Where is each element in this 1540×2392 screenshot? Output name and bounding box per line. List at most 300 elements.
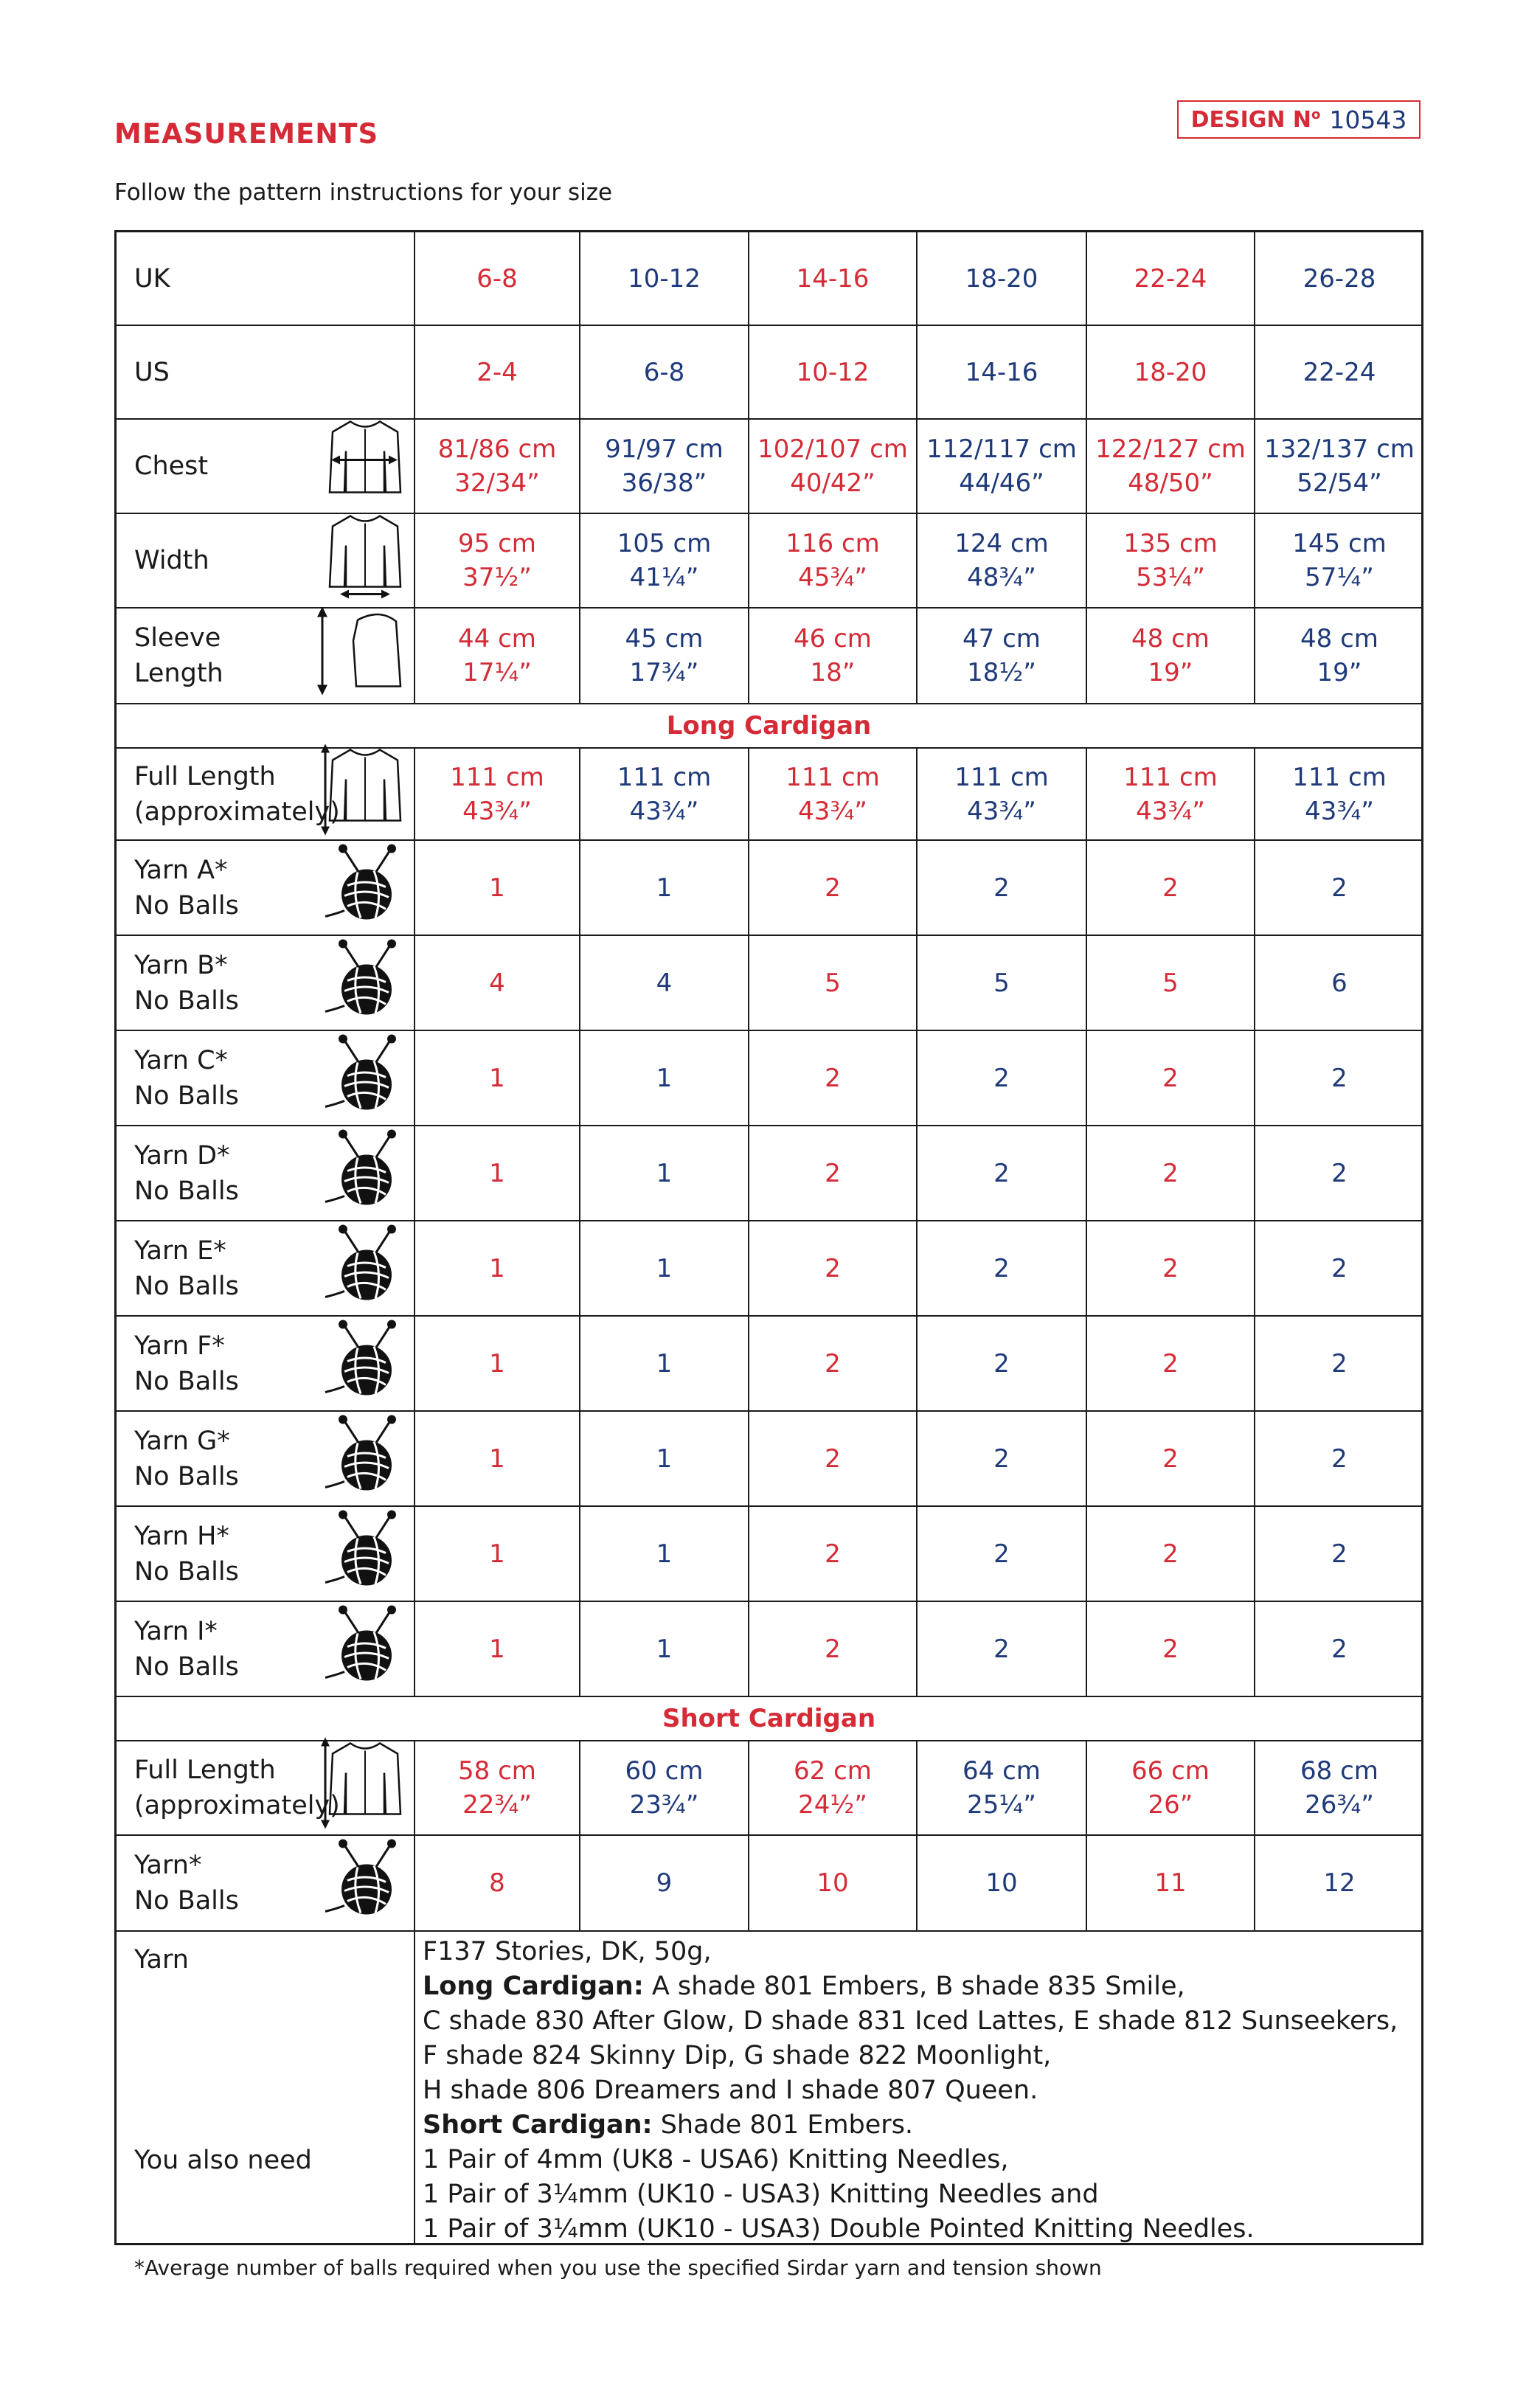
materials-line bbox=[423, 1969, 1421, 2004]
cell-value-imperial: 26” bbox=[1148, 1790, 1193, 1820]
materials-line bbox=[423, 2212, 1421, 2247]
subtitle: Follow the pattern instructions for your size bbox=[114, 179, 613, 206]
materials-line bbox=[423, 2004, 1421, 2039]
size-cell bbox=[414, 1317, 579, 1410]
cell-value: 1 bbox=[656, 1348, 673, 1379]
materials-line bbox=[423, 2177, 1421, 2212]
size-cell bbox=[1086, 1836, 1254, 1930]
row-label bbox=[117, 936, 414, 1030]
row-short-full-length bbox=[117, 1741, 1421, 1836]
size-cell bbox=[748, 420, 916, 513]
row-label bbox=[117, 749, 414, 839]
size-cell bbox=[916, 1126, 1086, 1220]
cell-value: 46 cm bbox=[794, 624, 872, 654]
size-cell bbox=[579, 1741, 748, 1834]
row-label bbox=[117, 609, 414, 703]
row-label bbox=[117, 1126, 414, 1220]
size-cell bbox=[748, 1031, 916, 1125]
size-cell bbox=[1086, 1126, 1254, 1220]
section-long-cardigan bbox=[117, 704, 1421, 749]
materials-line-text: Shade 801 Embers. bbox=[652, 2110, 914, 2140]
cell-value: 2 bbox=[825, 1634, 841, 1664]
size-cell bbox=[916, 326, 1086, 418]
cell-value-imperial: 57¼” bbox=[1305, 563, 1374, 592]
materials-line-text: F shade 824 Skinny Dip, G shade 822 Moonlight, bbox=[423, 2041, 1052, 2070]
cell-value: 111 cm bbox=[617, 762, 712, 792]
cell-value: 2 bbox=[1162, 1539, 1179, 1569]
size-cell bbox=[414, 326, 579, 418]
size-cell bbox=[579, 1317, 748, 1410]
cell-value: 2 bbox=[993, 1539, 1010, 1569]
cell-value-imperial: 48¾” bbox=[967, 563, 1036, 592]
size-cell bbox=[1086, 609, 1254, 703]
row-label-subtext: No Balls bbox=[134, 1176, 239, 1206]
size-cell bbox=[414, 749, 579, 839]
cell-value: 2 bbox=[1331, 1158, 1348, 1188]
size-cell bbox=[916, 749, 1086, 839]
design-number-box bbox=[1177, 100, 1421, 139]
row-label-text: Yarn B* bbox=[134, 950, 228, 980]
size-cell bbox=[579, 1602, 748, 1696]
size-cell bbox=[916, 1412, 1086, 1505]
row-long-full-length bbox=[117, 749, 1421, 841]
cell-value: 60 cm bbox=[625, 1756, 704, 1786]
size-cell bbox=[1086, 420, 1254, 513]
materials-line-text: 1 Pair of 3¼mm (UK10 - USA3) Knitting Needles and bbox=[423, 2180, 1099, 2209]
materials-line bbox=[423, 2073, 1421, 2108]
size-cell bbox=[748, 1221, 916, 1315]
row-sleeve-length bbox=[117, 609, 1421, 704]
row-long-yarn bbox=[117, 1126, 1421, 1221]
row-label-text: Yarn C* bbox=[134, 1045, 229, 1075]
size-cell bbox=[1086, 749, 1254, 839]
cell-value-imperial: 41¼” bbox=[629, 563, 699, 592]
cell-value: 111 cm bbox=[450, 762, 544, 792]
cell-value: 48 cm bbox=[1300, 624, 1378, 654]
cell-value: 2 bbox=[1162, 1634, 1179, 1664]
cardigan-length-icon bbox=[321, 743, 409, 845]
also-need-label: You also need bbox=[134, 2146, 312, 2175]
cell-value: 2 bbox=[993, 1443, 1010, 1474]
yarn-ball-icon bbox=[322, 1318, 409, 1409]
materials-line-text: 1 Pair of 4mm (UK8 - USA6) Knitting Needles, bbox=[423, 2145, 1009, 2174]
size-cell bbox=[579, 749, 748, 839]
cell-value: 11 bbox=[1154, 1868, 1187, 1898]
size-cell bbox=[1086, 1221, 1254, 1315]
cell-value: 2 bbox=[825, 1348, 841, 1379]
size-cell bbox=[1086, 936, 1254, 1030]
size-cell bbox=[579, 1412, 748, 1505]
row-label-text: Yarn* bbox=[134, 1851, 202, 1880]
row-label bbox=[117, 1031, 414, 1125]
cell-value: 1 bbox=[656, 1253, 673, 1283]
cell-value-imperial: 43¾” bbox=[1305, 796, 1374, 826]
cell-value-imperial: 17¼” bbox=[462, 658, 532, 687]
cell-value-imperial: 52/54” bbox=[1297, 468, 1382, 498]
row-label-subtext: No Balls bbox=[134, 1556, 239, 1587]
cell-value: 2 bbox=[1162, 1158, 1179, 1188]
cardigan-width-icon bbox=[321, 510, 409, 611]
row-long-yarn bbox=[117, 1412, 1421, 1507]
cell-value: 64 cm bbox=[962, 1756, 1041, 1786]
size-cell bbox=[414, 514, 579, 607]
row-label bbox=[117, 514, 414, 607]
row-label-subtext: (approximately) bbox=[134, 797, 340, 827]
cell-value-imperial: 36/38” bbox=[621, 468, 707, 498]
size-cell bbox=[748, 232, 916, 325]
cell-value: 26-28 bbox=[1303, 263, 1376, 294]
cell-value: 102/107 cm bbox=[757, 434, 908, 464]
cell-value-imperial: 45¾” bbox=[798, 563, 867, 592]
size-cell bbox=[1086, 841, 1254, 935]
cell-value: 1 bbox=[489, 1158, 505, 1188]
row-label-text: Yarn A* bbox=[134, 855, 228, 885]
yarn-ball-icon bbox=[322, 1033, 409, 1123]
row-label bbox=[117, 420, 414, 513]
cell-value: 1 bbox=[656, 1539, 673, 1569]
size-cell bbox=[1254, 841, 1423, 935]
cell-value: 2 bbox=[825, 1158, 841, 1188]
cell-value: 2 bbox=[1162, 1443, 1179, 1474]
page-title: MEASUREMENTS bbox=[114, 118, 379, 150]
materials-line-text: A shade 801 Embers, B shade 835 Smile, bbox=[643, 1972, 1185, 2001]
materials-heading: Short Cardigan: bbox=[423, 2110, 653, 2140]
row-label-subtext: No Balls bbox=[134, 1651, 239, 1682]
cell-value: 2 bbox=[825, 1063, 841, 1093]
row-label-subtext: No Balls bbox=[134, 1271, 239, 1301]
row-label bbox=[117, 1741, 414, 1834]
materials-line-text: H shade 806 Dreamers and I shade 807 Queen. bbox=[423, 2076, 1038, 2105]
row-long-yarn bbox=[117, 936, 1421, 1031]
row-long-yarn bbox=[117, 1221, 1421, 1317]
cell-value-imperial: 22¾” bbox=[462, 1790, 532, 1820]
size-cell bbox=[1086, 1412, 1254, 1505]
size-cell bbox=[1254, 749, 1423, 839]
row-long-yarn bbox=[117, 1602, 1421, 1697]
cell-value: 2 bbox=[1162, 873, 1179, 903]
materials-line bbox=[423, 2143, 1421, 2177]
size-cell bbox=[1254, 232, 1423, 325]
size-cell bbox=[1086, 1317, 1254, 1410]
cell-value: 6-8 bbox=[643, 357, 685, 387]
cell-value: 62 cm bbox=[794, 1756, 872, 1786]
cell-value: 124 cm bbox=[954, 529, 1049, 558]
size-cell bbox=[1086, 1602, 1254, 1696]
cell-value: 1 bbox=[656, 1443, 673, 1474]
cell-value-imperial: 37½” bbox=[462, 563, 532, 592]
cell-value: 1 bbox=[656, 1063, 673, 1093]
size-cell bbox=[579, 841, 748, 935]
size-cell bbox=[1086, 514, 1254, 607]
size-cell bbox=[748, 1602, 916, 1696]
size-cell bbox=[579, 1031, 748, 1125]
cell-value-imperial: 43¾” bbox=[1136, 796, 1205, 826]
yarn-ball-icon bbox=[322, 1604, 409, 1694]
row-us bbox=[117, 326, 1421, 420]
row-label-subtext: Length bbox=[134, 659, 223, 688]
cell-value: 2 bbox=[993, 1348, 1010, 1379]
cell-value-imperial: 18½” bbox=[967, 658, 1036, 687]
cell-value: 2-4 bbox=[476, 357, 518, 387]
row-long-yarn bbox=[117, 1507, 1421, 1602]
size-cell bbox=[579, 609, 748, 703]
footnote: *Average number of balls required when you use the specified Sirdar yarn and tension shown bbox=[134, 2256, 1102, 2280]
materials-line-text: F137 Stories, DK, 50g, bbox=[423, 1937, 712, 1966]
cell-value-imperial: 26¾” bbox=[1305, 1790, 1374, 1820]
row-label-text: Yarn E* bbox=[134, 1235, 226, 1266]
yarn-label: Yarn bbox=[134, 1945, 189, 1975]
size-cell bbox=[916, 1221, 1086, 1315]
yarn-ball-icon bbox=[322, 937, 409, 1028]
row-label-text: Yarn H* bbox=[134, 1521, 229, 1551]
yarn-ball-icon bbox=[322, 1413, 409, 1504]
cell-value: 48 cm bbox=[1131, 624, 1210, 654]
cell-value: 5 bbox=[825, 968, 841, 998]
row-label-text: Yarn F* bbox=[134, 1331, 225, 1361]
size-cell bbox=[748, 1836, 916, 1930]
yarn-ball-icon bbox=[322, 1838, 409, 1929]
row-label-text: US bbox=[134, 357, 170, 387]
cardigan-chest-icon bbox=[321, 416, 409, 517]
size-cell bbox=[748, 936, 916, 1030]
row-chest bbox=[117, 420, 1421, 514]
size-cell bbox=[414, 1507, 579, 1601]
size-cell bbox=[1086, 326, 1254, 418]
size-cell bbox=[414, 1836, 579, 1930]
cell-value: 18-20 bbox=[965, 263, 1038, 294]
cell-value: 2 bbox=[1331, 1253, 1348, 1283]
row-label bbox=[117, 232, 414, 325]
cell-value: 135 cm bbox=[1123, 529, 1218, 558]
yarn-ball-icon bbox=[322, 1508, 409, 1599]
size-cell bbox=[414, 1221, 579, 1315]
row-materials bbox=[117, 1932, 1421, 2243]
cell-value: 111 cm bbox=[1292, 762, 1387, 792]
cell-value: 2 bbox=[1162, 1063, 1179, 1093]
row-long-yarn bbox=[117, 1031, 1421, 1126]
cell-value-imperial: 18” bbox=[810, 658, 856, 687]
size-cell bbox=[748, 749, 916, 839]
size-cell bbox=[1254, 1836, 1423, 1930]
cell-value-imperial: 23¾” bbox=[629, 1790, 699, 1820]
size-cell bbox=[916, 841, 1086, 935]
size-cell bbox=[1254, 326, 1423, 418]
size-cell bbox=[916, 1507, 1086, 1601]
cell-value: 8 bbox=[489, 1868, 505, 1898]
cell-value: 91/97 cm bbox=[605, 434, 724, 464]
size-cell bbox=[1254, 1221, 1423, 1315]
cell-value-imperial: 43¾” bbox=[967, 796, 1036, 826]
row-label bbox=[117, 1221, 414, 1315]
size-cell bbox=[748, 1126, 916, 1220]
cell-value: 10-12 bbox=[796, 357, 870, 387]
cell-value: 2 bbox=[993, 1063, 1010, 1093]
row-label-subtext: No Balls bbox=[134, 890, 239, 921]
row-label bbox=[117, 326, 414, 418]
size-cell bbox=[1254, 1507, 1423, 1601]
row-label-text: Yarn D* bbox=[134, 1140, 230, 1171]
size-cell bbox=[1086, 1507, 1254, 1601]
size-cell bbox=[1254, 609, 1423, 703]
cell-value: 2 bbox=[993, 1158, 1010, 1188]
row-uk bbox=[117, 232, 1421, 326]
size-cell bbox=[579, 936, 748, 1030]
cell-value: 111 cm bbox=[1123, 762, 1218, 792]
cell-value: 4 bbox=[489, 968, 505, 998]
cell-value: 2 bbox=[1331, 1634, 1348, 1664]
cell-value: 2 bbox=[1331, 1063, 1348, 1093]
size-cell bbox=[748, 1741, 916, 1834]
size-cell bbox=[748, 1412, 916, 1505]
cell-value: 14-16 bbox=[796, 263, 870, 294]
section-short-cardigan bbox=[117, 1697, 1421, 1741]
cell-value-imperial: 25¼” bbox=[967, 1790, 1036, 1820]
size-cell bbox=[916, 936, 1086, 1030]
cell-value: 1 bbox=[489, 1253, 505, 1283]
size-cell bbox=[579, 1507, 748, 1601]
row-label-text: Sleeve bbox=[134, 623, 221, 653]
size-cell bbox=[414, 1126, 579, 1220]
size-cell bbox=[414, 232, 579, 325]
cell-value: 58 cm bbox=[458, 1756, 536, 1786]
size-cell bbox=[579, 1221, 748, 1315]
size-cell bbox=[1086, 1031, 1254, 1125]
size-cell bbox=[414, 1741, 579, 1834]
row-label-subtext: No Balls bbox=[134, 1461, 239, 1491]
cell-value: 2 bbox=[1331, 1348, 1348, 1379]
size-cell bbox=[1254, 1317, 1423, 1410]
size-cell bbox=[414, 936, 579, 1030]
cell-value: 66 cm bbox=[1131, 1756, 1210, 1786]
materials-text bbox=[414, 1932, 1421, 2243]
sleeve-length-icon bbox=[313, 606, 409, 707]
cell-value: 2 bbox=[1331, 1539, 1348, 1569]
cell-value-imperial: 17¾” bbox=[629, 658, 699, 687]
row-label-text: Chest bbox=[134, 451, 209, 481]
measurements-table bbox=[114, 230, 1423, 2245]
cell-value: 111 cm bbox=[785, 762, 880, 792]
row-label-text: Full Length bbox=[134, 1755, 276, 1785]
materials-line bbox=[423, 1935, 1421, 1969]
size-cell bbox=[414, 841, 579, 935]
size-cell bbox=[916, 1602, 1086, 1696]
cell-value-imperial: 40/42” bbox=[790, 468, 875, 498]
cell-value-imperial: 24½” bbox=[798, 1790, 867, 1820]
cell-value: 1 bbox=[656, 1158, 673, 1188]
cell-value: 10 bbox=[985, 1868, 1018, 1898]
materials-line-text: C shade 830 After Glow, D shade 831 Iced Lattes, E shade 812 Sunseekers, bbox=[423, 2006, 1398, 2036]
row-label-text: Yarn I* bbox=[134, 1616, 218, 1646]
materials-line bbox=[423, 2039, 1421, 2073]
cell-value: 111 cm bbox=[954, 762, 1049, 792]
size-cell bbox=[748, 609, 916, 703]
cell-value: 122/127 cm bbox=[1095, 434, 1246, 464]
size-cell bbox=[579, 420, 748, 513]
cell-value: 6 bbox=[1331, 968, 1348, 998]
cell-value: 2 bbox=[1162, 1348, 1179, 1379]
cell-value: 1 bbox=[489, 873, 505, 903]
cell-value: 47 cm bbox=[962, 624, 1041, 654]
size-cell bbox=[579, 1836, 748, 1930]
row-label-subtext: No Balls bbox=[134, 1081, 239, 1111]
row-width bbox=[117, 514, 1421, 609]
row-label bbox=[117, 1317, 414, 1410]
row-label-subtext: No Balls bbox=[134, 985, 239, 1016]
cell-value: 1 bbox=[656, 873, 673, 903]
yarn-ball-icon bbox=[322, 842, 409, 933]
cell-value: 2 bbox=[1331, 873, 1348, 903]
cell-value: 10-12 bbox=[628, 263, 701, 294]
size-cell bbox=[1086, 1741, 1254, 1834]
cell-value: 22-24 bbox=[1303, 357, 1376, 387]
size-cell bbox=[916, 1741, 1086, 1834]
cell-value: 5 bbox=[993, 968, 1010, 998]
cell-value: 2 bbox=[825, 1253, 841, 1283]
cell-value-imperial: 43¾” bbox=[629, 796, 699, 826]
size-cell bbox=[916, 420, 1086, 513]
size-cell bbox=[579, 514, 748, 607]
cell-value: 5 bbox=[1162, 968, 1179, 998]
cell-value-imperial: 48/50” bbox=[1128, 468, 1213, 498]
size-cell bbox=[1254, 1602, 1423, 1696]
design-label: DESIGN $N^o$ bbox=[1190, 106, 1321, 133]
size-cell bbox=[579, 326, 748, 418]
cell-value: 1 bbox=[489, 1634, 505, 1664]
cell-value: 2 bbox=[825, 1539, 841, 1569]
cardigan-length-icon bbox=[321, 1738, 409, 1839]
cell-value: 116 cm bbox=[785, 529, 880, 558]
row-long-yarn bbox=[117, 1317, 1421, 1412]
cell-value-imperial: 43¾” bbox=[798, 796, 867, 826]
size-cell bbox=[1254, 936, 1423, 1030]
size-cell bbox=[579, 1126, 748, 1220]
size-cell bbox=[748, 514, 916, 607]
cell-value: 2 bbox=[993, 1253, 1010, 1283]
row-label-text: Width bbox=[134, 546, 209, 575]
cell-value: 1 bbox=[656, 1634, 673, 1664]
cell-value: 12 bbox=[1323, 1868, 1356, 1898]
size-cell bbox=[916, 232, 1086, 325]
cell-value-imperial: 43¾” bbox=[462, 796, 532, 826]
materials-heading: Long Cardigan: bbox=[423, 1972, 644, 2001]
size-cell bbox=[916, 1317, 1086, 1410]
size-cell bbox=[414, 420, 579, 513]
size-cell bbox=[414, 1602, 579, 1696]
row-label-text: Full Length bbox=[134, 761, 276, 791]
cell-value: 10 bbox=[816, 1868, 849, 1898]
cell-value: 9 bbox=[656, 1868, 673, 1898]
cell-value: 81/86 cm bbox=[437, 434, 557, 464]
materials-line-text: 1 Pair of 3¼mm (UK10 - USA3) Double Pointed Knitting Needles. bbox=[423, 2214, 1255, 2244]
row-label bbox=[117, 841, 414, 935]
size-cell bbox=[916, 1836, 1086, 1930]
size-cell bbox=[748, 841, 916, 935]
cell-value: 2 bbox=[993, 873, 1010, 903]
yarn-ball-icon bbox=[322, 1128, 409, 1218]
cell-value-imperial: 19” bbox=[1148, 658, 1193, 687]
materials-line bbox=[423, 2108, 1421, 2143]
cell-value: 18-20 bbox=[1134, 357, 1207, 387]
design-number: 10543 bbox=[1329, 105, 1407, 134]
section-title: Short Cardigan bbox=[662, 1704, 876, 1733]
cell-value: 2 bbox=[1331, 1443, 1348, 1474]
size-cell bbox=[1254, 1741, 1423, 1834]
size-cell bbox=[916, 514, 1086, 607]
section-title: Long Cardigan bbox=[666, 711, 872, 741]
cell-value: 1 bbox=[489, 1348, 505, 1379]
row-label-text: UK bbox=[134, 263, 170, 294]
size-cell bbox=[748, 326, 916, 418]
